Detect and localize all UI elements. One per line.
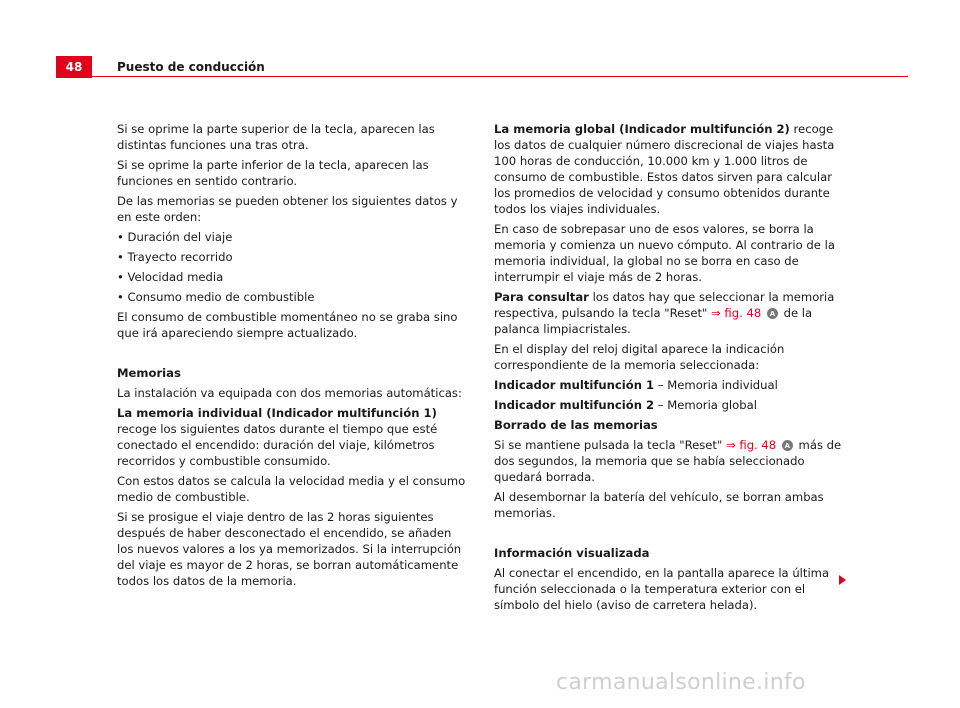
bold-term: Indicador multifunción 2: [494, 398, 655, 412]
paragraph: En el display del reloj digital aparece la indicación correspondiente de la memoria seleccionada:: [494, 342, 785, 372]
paragraph: Al desembornar la batería del vehículo, se borran ambas memorias.: [494, 490, 824, 520]
arrow-icon: ⇒: [725, 438, 736, 452]
heading-borrado: Borrado de las memorias: [494, 418, 658, 432]
continue-arrow-icon: [839, 575, 846, 585]
indicator-line: [494, 377, 850, 393]
bullet-item: • Consumo medio de combustible: [117, 290, 315, 304]
paragraph: Al conectar el encendido, en la pantalla aparece la última función seleccionada o la temperatura exterior con el símbolo del hielo (aviso de carretera helada).: [494, 566, 830, 612]
bullet-item: • Velocidad media: [117, 270, 224, 284]
paragraph-text: recoge los datos de cualquier número discrecional de viajes hasta 100 horas de conducción, 10.000 km y 1.000 litros de consumo de combustible. Estos datos sirven para calcular los promedios de velocidad y consumo obtenidos durante todos los viajes individuales.: [494, 122, 835, 216]
paragraph: De las memorias se pueden obtener los siguientes datos y en este orden:: [117, 194, 458, 224]
paragraph: El consumo de combustible momentáneo no se graba sino que irá apareciendo siempre actualizado.: [117, 310, 458, 340]
paragraph-text: Si se mantiene pulsada la tecla "Reset": [494, 438, 726, 452]
watermark: carmanualsonline.info: [556, 670, 806, 695]
bullet-item: • Duración del viaje: [117, 230, 233, 244]
paragraph: [117, 405, 467, 469]
figure-reference-link[interactable]: fig. 48: [735, 438, 780, 452]
paragraph-text: los datos hay que seleccionar la memoria respectiva, pulsando la tecla "Reset": [494, 290, 835, 320]
paragraph-text: – Memoria individual: [654, 378, 778, 392]
indicator-line: [494, 397, 850, 413]
paragraph-text: – Memoria global: [654, 398, 757, 412]
paragraph: Si se oprime la parte inferior de la tecla, aparecen las funciones en sentido contrario.: [117, 158, 429, 188]
left-column: [117, 121, 467, 593]
paragraph: [494, 437, 850, 485]
section-title: Puesto de conducción: [117, 60, 265, 74]
paragraph-text: recoge los siguientes datos durante el tiempo que esté conectado el encendido: duración del viaje, kilómetros recorridos y combustible consumido.: [117, 422, 438, 468]
figure-reference-link[interactable]: fig. 48: [720, 306, 765, 320]
paragraph: [494, 289, 850, 337]
paragraph-text: de la palanca limpiacristales.: [494, 306, 813, 336]
page-number: 48: [56, 56, 92, 78]
paragraph: En caso de sobrepasar uno de esos valores, se borra la memoria y comienza un nuevo cómputo. Al contrario de la memoria individual, la global no se borra en caso de interrumpir el viaje más de 2 horas.: [494, 222, 835, 284]
paragraph: Con estos datos se calcula la velocidad media y el consumo medio de combustible.: [117, 474, 466, 504]
bold-term: La memoria individual (Indicador multifunción 1): [117, 406, 437, 420]
heading-informacion: Información visualizada: [494, 546, 650, 560]
paragraph: Si se prosigue el viaje dentro de las 2 horas siguientes después de haber desconectado el encendido, se añaden los nuevos valores a los ya memorizados. Si la interrupción del viaje es mayor de 2 horas, se borran automáticamente todos los datos de la memoria.: [117, 510, 462, 588]
paragraph: La instalación va equipada con dos memorias automáticas:: [117, 386, 462, 400]
circle-a-icon: A: [767, 308, 778, 319]
paragraph: [494, 121, 850, 217]
arrow-icon: ⇒: [711, 306, 721, 320]
bold-term: Indicador multifunción 1: [494, 378, 655, 392]
right-column: [494, 121, 850, 617]
bold-term: La memoria global (Indicador multifunción 2): [494, 122, 790, 136]
circle-a-icon: A: [782, 440, 793, 451]
heading-memorias: Memorias: [117, 366, 181, 380]
paragraph: Si se oprime la parte superior de la tecla, aparecen las distintas funciones una tras otra.: [117, 122, 435, 152]
bullet-item: • Trayecto recorrido: [117, 250, 233, 264]
bold-term: Para consultar: [494, 290, 589, 304]
paragraph-text: más de dos segundos, la memoria que se había seleccionado quedará borrada.: [494, 438, 842, 484]
header-rule: [56, 76, 908, 77]
